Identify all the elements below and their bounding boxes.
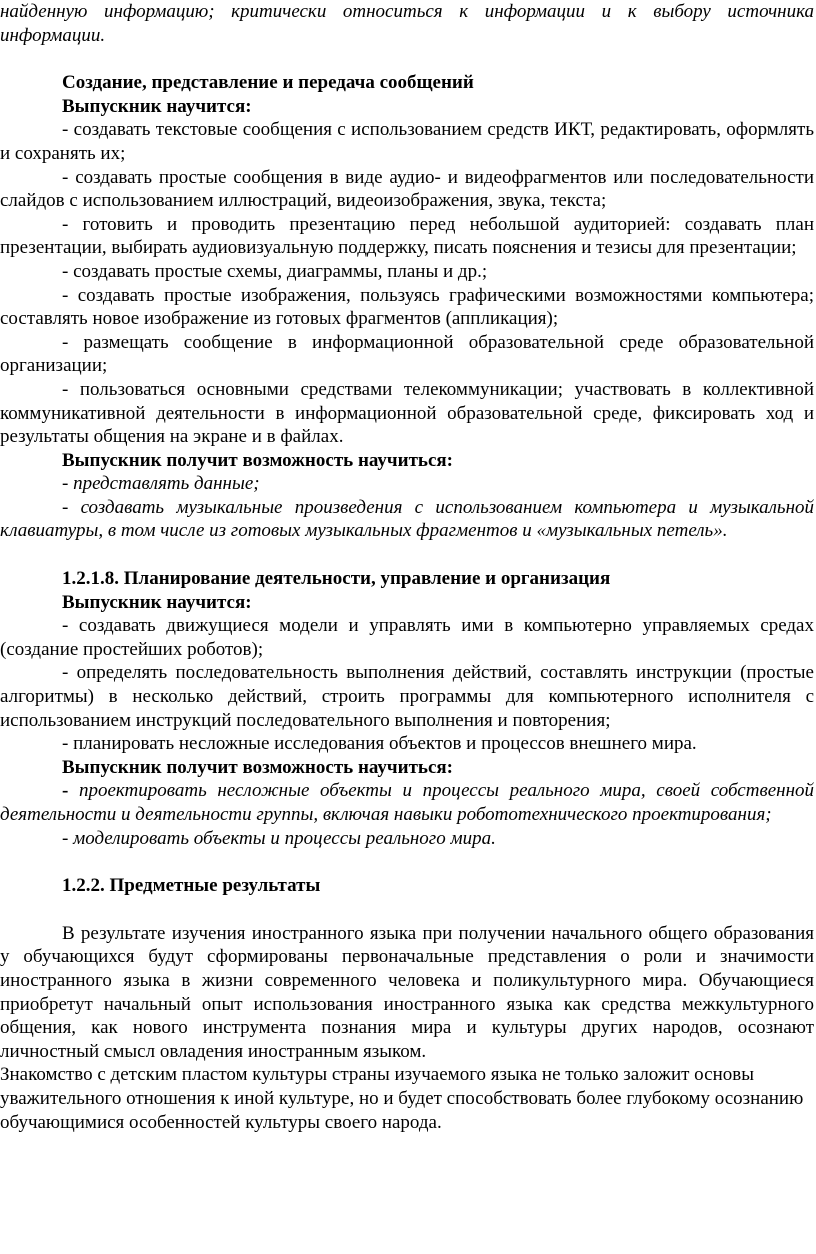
opportunity-heading: Выпускник получит возможность научиться: [62, 449, 454, 471]
spacer [0, 898, 814, 922]
spacer [0, 543, 814, 567]
list-item: - размещать сообщение в информационной образовательной среде образовательной организации; [0, 331, 814, 377]
learns-heading: Выпускник научится: [62, 591, 252, 613]
list-item: - готовить и проводить презентацию перед небольшой аудиторией: создавать план презентации, выбирать аудиовизуальную поддержку, писать пояснения и тезисы для презентации; [0, 213, 814, 259]
opportunity-item: - создавать музыкальные произведения с использованием компьютера и музыкальной клавиатуры, в том числе из готовых музыкальных фрагментов и «музыкальных петель». [0, 496, 814, 542]
spacer [0, 47, 814, 71]
section-heading-subject-results: 1.2.2. Предметные результаты [62, 875, 321, 897]
learns-heading: Выпускник научится: [62, 95, 252, 117]
list-item: - определять последовательность выполнения действий, составлять инструкции (простые алгоритмы) в несколько действий, строить программы для компьютерного исполнителя с использованием инструкций последовательного выполнения и повторения; [0, 662, 814, 731]
list-item: - создавать простые схемы, диаграммы, планы и др.; [62, 260, 488, 282]
list-item: - создавать простые сообщения в виде аудио- и видеофрагментов или последовательности слайдов с использованием иллюстраций, видеоизображения, звука, текста; [0, 166, 814, 212]
opportunity-item: - представлять данные; [62, 473, 260, 495]
body-paragraph: В результате изучения иностранного языка при получении начального общего образования у обучающихся будут сформированы первоначальные представления о роли и значимости иностранного языка в жизни современного человека и поликультурного мира. Обучающиеся приобретут начальный опыт использования иностранного языка как средства межкультурного общения, как нового инструмента познания мира и культуры других народов, осознают личностный смысл овладения иностранным языком. [0, 922, 814, 1062]
opportunity-item: - моделировать объекты и процессы реального мира. [62, 827, 496, 849]
section-heading-planning: 1.2.1.8. Планирование деятельности, управление и организация [62, 568, 611, 590]
list-item: - пользоваться основными средствами телекоммуникации; участвовать в коллективной коммуникативной деятельности в информационной образовательной среде, фиксировать ход и результаты общения на экране и в файлах. [0, 378, 814, 448]
list-item: - создавать движущиеся модели и управлять ими в компьютерно управляемых средах (создание простейших роботов); [0, 615, 814, 660]
opportunity-heading: Выпускник получит возможность научиться: [62, 756, 454, 778]
list-item: - планировать несложные исследования объектов и процессов внешнего мира. [62, 733, 697, 755]
list-item: - создавать простые изображения, пользуясь графическими возможностями компьютера; составлять новое изображение из готовых фрагментов (аппликация); [0, 284, 814, 330]
intro-continuation: найденную информацию; критически относиться к информации и к выбору источника информации. [0, 1, 814, 46]
body-paragraph: Знакомство с детским пластом культуры страны изучаемого языка не только заложит основы уважительного отношения к иной культуре, но и будет способствовать более глубокому осознанию обучающимися особенностей культуры своего народа. [0, 1064, 804, 1133]
opportunity-item [0, 779, 814, 826]
opportunity-dash: - [62, 780, 79, 802]
opportunity-item-text: проектировать несложные объекты и процессы реального мира, своей собственной деятельности и деятельности группы, включая навыки робототехнического проектирования; [0, 780, 814, 825]
section-heading-messages: Создание, представление и передача сообщений [62, 72, 474, 94]
spacer [0, 850, 814, 874]
list-item: - создавать текстовые сообщения с использованием средств ИКТ, редактировать, оформлять и сохранять их; [0, 119, 814, 164]
